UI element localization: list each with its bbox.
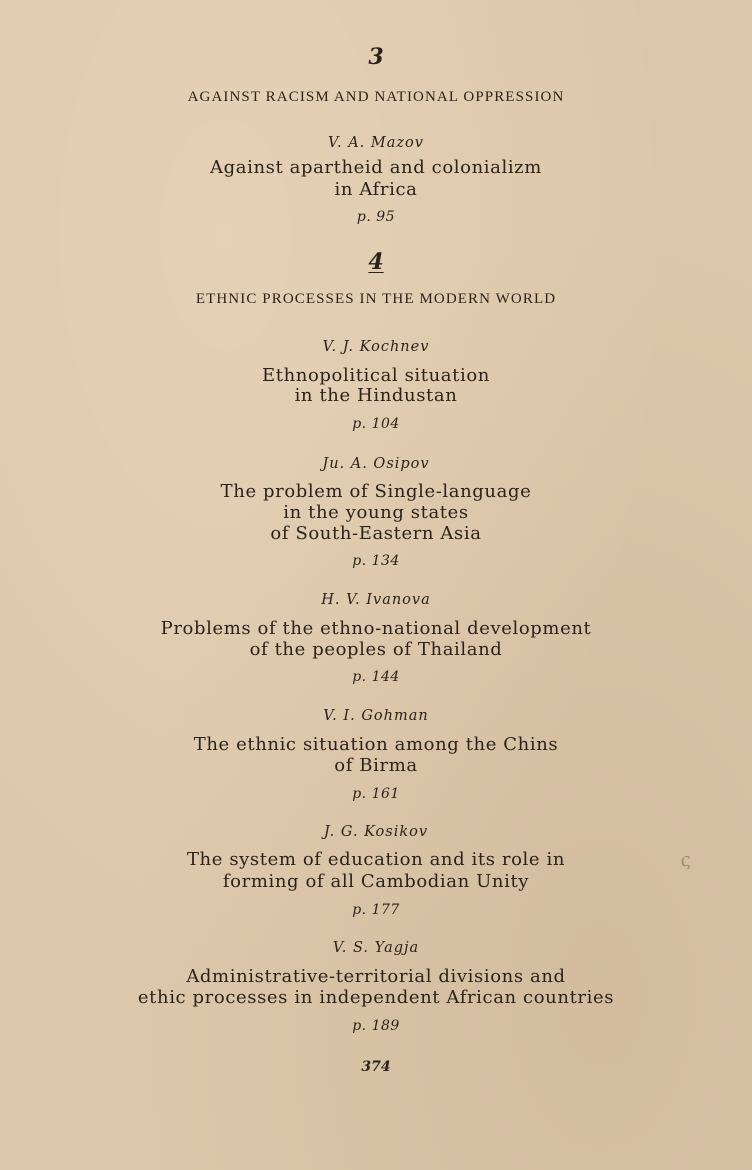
entry-title-line: Problems of the ethno-national development: [160, 618, 592, 639]
entry-author: V. I. Gohman: [323, 708, 429, 724]
entry-author: V. S. Yagja: [332, 940, 420, 956]
entry-page-ref: p. 104: [352, 416, 400, 432]
entry-title-line: The ethnic situation among the Chins: [193, 734, 559, 755]
entry-title-line: in Africa: [334, 179, 418, 200]
entry-page-ref: p. 144: [352, 669, 400, 685]
margin-pencil-mark: ς: [677, 849, 693, 872]
page-number: 374: [361, 1059, 391, 1075]
entry-author: Ju. A. Osipov: [322, 456, 430, 472]
entry-author: V. J. Kochnev: [322, 339, 430, 355]
entry-title-line: The problem of Single-language: [220, 481, 532, 502]
entry-author: J. G. Kosikov: [323, 824, 429, 840]
entry-page-ref: p. 134: [352, 553, 400, 569]
entry-title-line: in the Hindustan: [294, 385, 458, 406]
entry-author: H. V. Ivanova: [321, 592, 431, 608]
section-title: ETHNIC PROCESSES IN THE MODERN WORLD: [195, 291, 557, 307]
entry-page-ref: p. 177: [352, 902, 400, 918]
entry-page-ref: p. 95: [356, 209, 396, 225]
entry-title-line: Against apartheid and colonializm: [210, 157, 542, 178]
entry-title-line: forming of all Cambodian Unity: [222, 871, 530, 892]
section-number: [0, 251, 752, 273]
entry-title-line: in the young states: [283, 502, 469, 523]
entry-title-line: of the peoples of Thailand: [249, 639, 503, 660]
entry-title-line: The system of education and its role in: [186, 849, 566, 870]
entry-title-line: Ethnopolitical situation: [262, 365, 490, 386]
entry-title-line: Administrative-territorial divisions and: [186, 966, 566, 987]
entry-page-ref: p. 161: [352, 786, 400, 802]
section-number: 3: [368, 44, 384, 70]
entry-page-ref: p. 189: [352, 1018, 400, 1034]
section-title: AGAINST RACISM AND NATIONAL OPPRESSION: [187, 89, 565, 105]
entry-author: V. A. Mazov: [328, 135, 424, 151]
entry-title-line: ethic processes in independent African countries: [137, 987, 615, 1008]
section-number-text: 4: [368, 249, 384, 275]
entry-title-line: of South-Eastern Asia: [270, 523, 482, 544]
entry-title-line: of Birma: [334, 755, 418, 776]
